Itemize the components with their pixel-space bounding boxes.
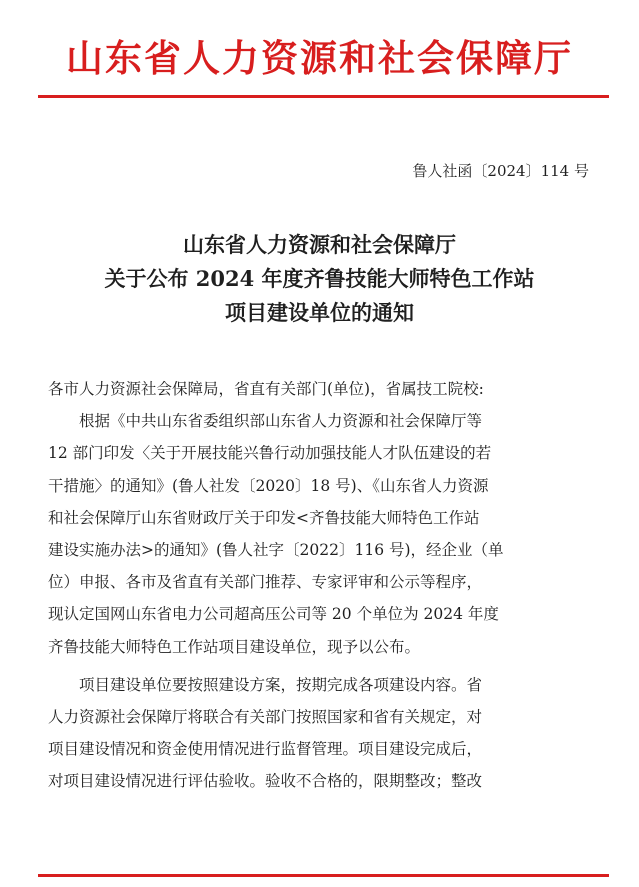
footer-red-rule (38, 874, 609, 877)
body-line: 干措施〉的通知》(鲁人社发〔2020〕18 号)、《山东省人力资源 (48, 476, 489, 495)
paragraph-2 (48, 669, 596, 798)
title-line: 山东省人力资源和社会保障厅 (183, 232, 456, 257)
body-line: 项目建设单位要按照建设方案，按期完成各项建设内容。省 (79, 675, 483, 694)
agency-letterhead-title: 山东省人力资源和社会保障厅 (66, 36, 573, 80)
body-line: 位）申报、各市及省直有关部门推荐、专家评审和公示等程序， (48, 573, 483, 592)
title-line: 关于公布 2024 年度齐鲁技能大师特色工作站 (104, 266, 535, 291)
body-line: 人力资源社会保障厅将联合有关部门按照国家和省有关规定，对 (48, 708, 483, 727)
body-line: 项目建设情况和资金使用情况进行监督管理。项目建设完成后， (48, 740, 483, 759)
body-line: 对项目建设情况进行评估验收。验收不合格的，限期整改；整改 (48, 772, 483, 791)
body-line: 齐鲁技能大师特色工作站项目建设单位，现予以公布。 (48, 637, 421, 656)
body-line: 根据《中共山东省委组织部山东省人力资源和社会保障厅等 (79, 412, 483, 431)
document-body (48, 373, 596, 798)
paragraph-1 (48, 405, 596, 663)
body-line: 现认定国网山东省电力公司超高压公司等 20 个单位为 2024 年度 (48, 605, 499, 624)
document-title (0, 228, 639, 330)
body-line: 和社会保障厅山东省财政厅关于印发<齐鲁技能大师特色工作站 (48, 508, 480, 527)
body-line: 12 部门印发〈关于开展技能兴鲁行动加强技能人才队伍建设的若 (48, 444, 492, 463)
title-line: 项目建设单位的通知 (225, 300, 414, 325)
body-line: 建设实施办法>的通知》(鲁人社字〔2022〕116 号)，经企业（单 (48, 541, 504, 560)
addressee-line: 各市人力资源社会保障局，省直有关部门(单位)，省属技工院校: (48, 380, 484, 398)
document-number: 鲁人社函〔2024〕114 号 (412, 162, 589, 180)
letterhead-red-rule (38, 95, 609, 98)
